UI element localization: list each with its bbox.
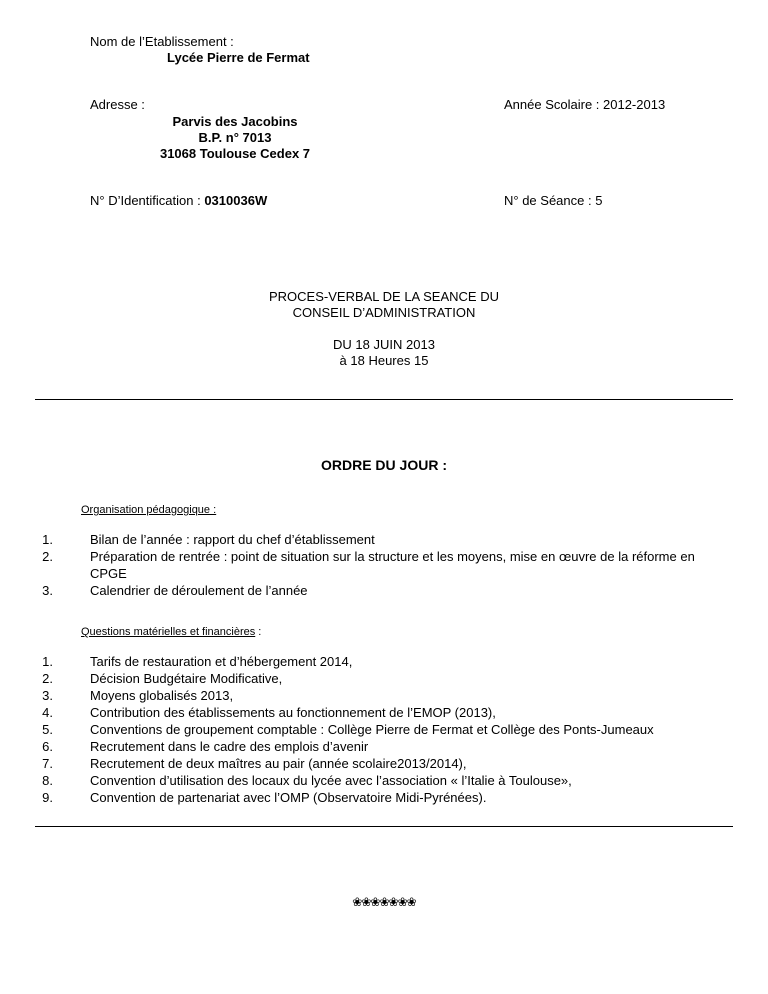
list-item: [42, 582, 730, 599]
list-item: [42, 772, 730, 789]
list-item-text: Convention d’utilisation des locaux du lycée avec l’association « l’Italie à Toulouse»,: [90, 773, 572, 788]
list-item-text: Calendrier de déroulement de l’année: [90, 583, 308, 598]
pv-date: DU 18 JUIN 2013: [333, 337, 435, 352]
section2-title-row: [81, 626, 261, 638]
agenda-heading: ORDRE DU JOUR :: [320, 457, 447, 473]
ident-label: N° D’Identification :: [90, 193, 201, 208]
list-item: [42, 721, 730, 738]
list-item-text: Contribution des établissements au fonctionnement de l’EMOP (2013),: [90, 705, 496, 720]
school-year: Année Scolaire : 2012-2013: [504, 97, 666, 112]
list-number: 2.: [42, 671, 53, 686]
address-line: Parvis des Jacobins: [172, 114, 298, 129]
list-item-text: CPGE: [90, 566, 127, 581]
list-number: 8.: [42, 773, 53, 788]
address-line: B.P. n° 7013: [198, 130, 272, 145]
etab-name: Lycée Pierre de Fermat: [167, 50, 310, 65]
list-number: 3.: [42, 583, 53, 598]
list-item: [42, 789, 730, 806]
section1-title: Organisation pédagogique :: [81, 504, 217, 516]
list-item: [42, 687, 730, 704]
ident-value: 0310036W: [204, 193, 268, 208]
seance-number: N° de Séance : 5: [504, 193, 603, 208]
section2-list: [42, 653, 730, 806]
list-item: [42, 670, 730, 687]
pv-time: à 18 Heures 15: [339, 353, 429, 368]
list-item: [42, 738, 730, 755]
divider-top: [35, 399, 733, 400]
section1-list: [42, 531, 730, 599]
list-item-text: Préparation de rentrée : point de situation sur la structure et les moyens, mise en œuvre de la réforme en: [90, 549, 695, 564]
ident-row: [90, 193, 267, 208]
list-number: 9.: [42, 790, 53, 805]
list-item: [42, 704, 730, 721]
pv-title-line2: CONSEIL D’ADMINISTRATION: [292, 305, 476, 320]
list-item-text: Recrutement de deux maîtres au pair (année scolaire2013/2014),: [90, 756, 467, 771]
list-item: [42, 548, 730, 565]
list-number: 2.: [42, 549, 53, 564]
list-number: 4.: [42, 705, 53, 720]
list-number: 1.: [42, 532, 53, 547]
list-number: 7.: [42, 756, 53, 771]
address-line: 31068 Toulouse Cedex 7: [159, 146, 311, 161]
list-number: 5.: [42, 722, 53, 737]
section2-title-suffix: :: [255, 626, 262, 638]
list-item-text: Moyens globalisés 2013,: [90, 688, 234, 703]
list-item-text: Tarifs de restauration et d’hébergement 2014,: [90, 654, 353, 669]
divider-bottom: [35, 826, 733, 827]
section2-title: Questions matérielles et financières: [81, 626, 256, 638]
list-item: [42, 755, 730, 772]
list-item-text: Bilan de l’année : rapport du chef d’établissement: [90, 532, 375, 547]
etab-label: Nom de l’Etablissement :: [90, 34, 234, 49]
ornament-divider: ❀❀❀❀❀❀❀: [352, 895, 416, 909]
list-item-text: Décision Budgétaire Modificative,: [90, 671, 283, 686]
list-item-text: Convention de partenariat avec l’OMP (Observatoire Midi-Pyrénées).: [90, 790, 487, 805]
list-number: 6.: [42, 739, 53, 754]
list-item: [42, 531, 730, 548]
pv-title-line1: PROCES-VERBAL DE LA SEANCE DU: [269, 289, 499, 304]
list-item-continuation: [90, 565, 730, 582]
list-item: [42, 653, 730, 670]
address-label: Adresse :: [90, 97, 145, 112]
list-number: 1.: [42, 654, 53, 669]
list-item-text: Conventions de groupement comptable : Collège Pierre de Fermat et Collège des Ponts-Jumeaux: [90, 722, 654, 737]
list-number: 3.: [42, 688, 53, 703]
list-item-text: Recrutement dans le cadre des emplois d’avenir: [90, 739, 369, 754]
